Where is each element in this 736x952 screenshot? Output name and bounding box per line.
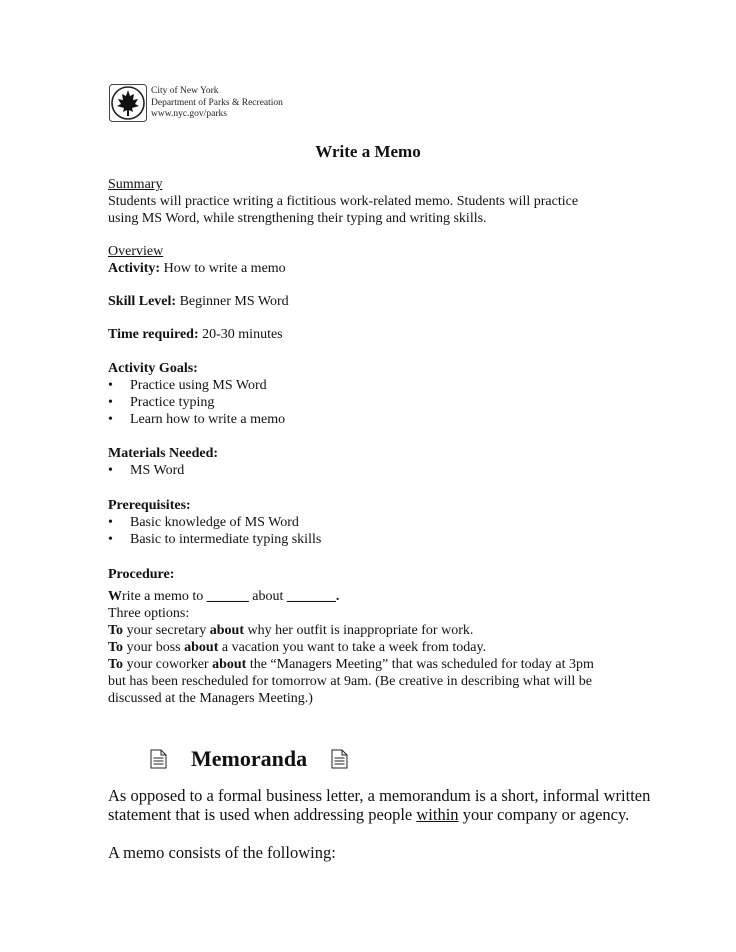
logo-line-3: www.nyc.gov/parks xyxy=(151,109,227,119)
procedure-line-2: Three options: xyxy=(108,606,190,621)
option-3-to: To xyxy=(108,657,124,672)
option-1 xyxy=(108,622,648,639)
materials-section xyxy=(108,445,648,479)
logo-line-1: City of New York xyxy=(151,86,219,96)
option-3-a: your coworker xyxy=(123,657,213,672)
procedure-text-1: rite a memo to xyxy=(122,589,207,604)
activity-line xyxy=(108,260,648,277)
option-2-about: about xyxy=(184,640,219,655)
page-title: Write a Memo xyxy=(315,142,421,161)
goals-section xyxy=(108,360,648,428)
memo-consists: A memo consists of the following: xyxy=(108,843,336,862)
procedure-heading-text: Procedure: xyxy=(108,567,175,582)
summary-line-1: Students will practice writing a fictitious work-related memo. Students will practice xyxy=(108,194,579,209)
summary-section xyxy=(108,176,648,227)
memoranda-title: Memoranda xyxy=(191,746,308,771)
activity-label: Activity: xyxy=(108,261,161,276)
option-3-b: the “Managers Meeting” that was scheduled for today at 3pm xyxy=(246,657,594,672)
option-1-b: why her outfit is inappropriate for work. xyxy=(243,623,474,638)
document-icon xyxy=(150,749,167,769)
overview-section xyxy=(108,243,648,277)
skill-line xyxy=(108,293,648,310)
option-2-b: a vacation you want to take a week from today. xyxy=(218,640,487,655)
goals-heading: Activity Goals: xyxy=(108,361,198,376)
memoranda-heading xyxy=(150,744,348,774)
prereq-item: • Basic to intermediate typing skills xyxy=(108,531,648,548)
option-1-a: your secretary xyxy=(123,623,210,638)
option-3-about: about xyxy=(212,657,247,672)
time-line xyxy=(108,326,648,343)
procedure-w: W xyxy=(108,589,122,604)
option-2-a: your boss xyxy=(123,640,185,655)
logo-line-2: Department of Parks & Recreation xyxy=(151,97,283,108)
procedure-text-2: about xyxy=(248,589,287,604)
prereq-item: • Basic knowledge of MS Word xyxy=(108,514,648,531)
goal-item: • Practice using MS Word xyxy=(108,377,648,394)
procedure-blank-1: ______ xyxy=(206,589,249,604)
materials-heading: Materials Needed: xyxy=(108,446,219,461)
goal-item: • Learn how to write a memo xyxy=(108,411,648,428)
procedure-period: . xyxy=(335,589,340,604)
skill-label: Skill Level: xyxy=(108,294,177,309)
skill-value: Beginner MS Word xyxy=(176,294,289,309)
option-2 xyxy=(108,639,648,656)
time-value: 20-30 minutes xyxy=(198,327,283,342)
logo-text xyxy=(151,86,283,121)
prereqs-section xyxy=(108,497,648,548)
document-icon xyxy=(331,749,348,769)
summary-heading: Summary xyxy=(108,177,163,192)
time-label: Time required: xyxy=(108,327,199,342)
procedure-section xyxy=(108,588,648,707)
intro-line-1: As opposed to a formal business letter, a memorandum is a short, informal written xyxy=(108,786,651,805)
option-2-to: To xyxy=(108,640,124,655)
goal-item: • Practice typing xyxy=(108,394,648,411)
activity-value: How to write a memo xyxy=(160,261,286,276)
option-3-line-2: but has been rescheduled for tomorrow at 9am. (Be creative in describing what will be xyxy=(108,674,593,689)
intro-line-2-b: your company or agency. xyxy=(458,805,630,824)
parks-logo xyxy=(109,84,283,122)
procedure-blank-2: _______ xyxy=(286,589,336,604)
summary-line-2: using MS Word, while strengthening their typing and writing skills. xyxy=(108,211,487,226)
option-3 xyxy=(108,656,648,673)
overview-heading: Overview xyxy=(108,244,164,259)
material-item: • MS Word xyxy=(108,462,648,479)
option-1-about: about xyxy=(209,623,244,638)
intro-within: within xyxy=(416,805,459,824)
intro-line-2-a: statement that is used when addressing people xyxy=(108,805,417,824)
maple-leaf-logo-icon xyxy=(109,84,147,122)
prereqs-heading: Prerequisites: xyxy=(108,498,191,513)
memo-intro xyxy=(108,786,668,824)
option-3-line-3: discussed at the Managers Meeting.) xyxy=(108,691,313,706)
option-1-to: To xyxy=(108,623,124,638)
intro-line-2 xyxy=(108,805,668,824)
procedure-line-1 xyxy=(108,588,648,605)
